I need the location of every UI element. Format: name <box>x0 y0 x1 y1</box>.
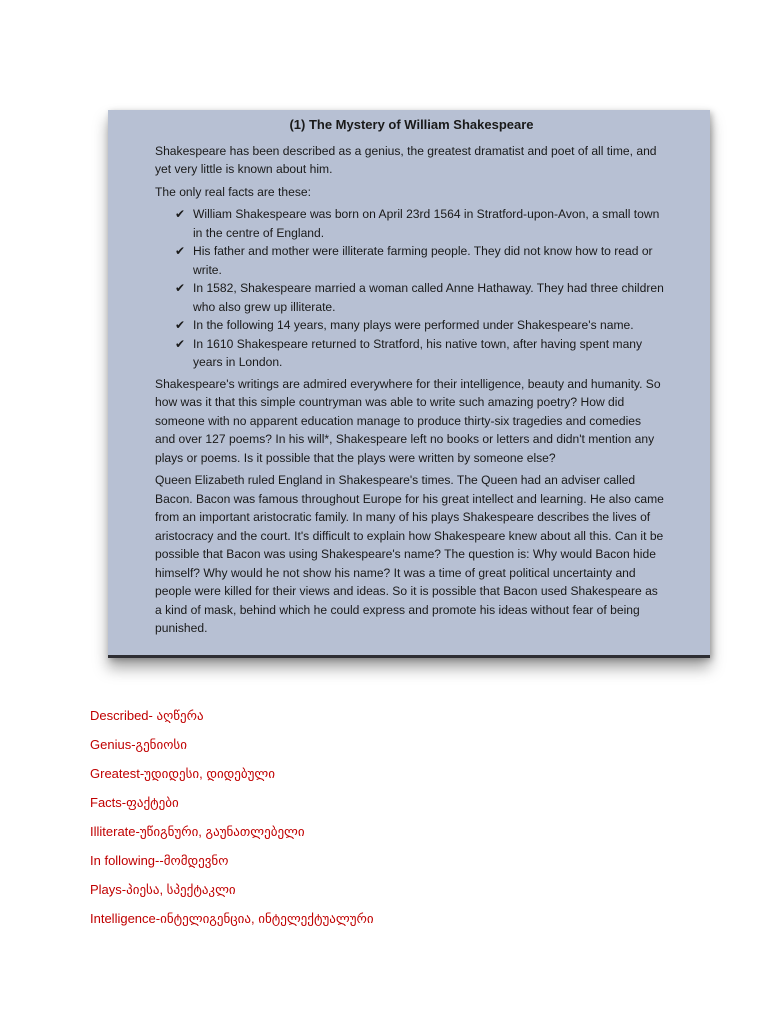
check-mark-icon: ✔ <box>175 244 186 258</box>
vocab-item-intelligence: Intelligence-ინტელიგენცია, ინტელექტუალური <box>90 911 374 926</box>
list-item <box>175 242 664 279</box>
list-item <box>175 316 664 335</box>
list-item <box>175 279 664 316</box>
scanned-text-image <box>108 110 710 658</box>
paragraph-2: Shakespeare's writings are admired everywhere for their intelligence, beauty and humanity. So how was it that this simple countryman was able to write such amazing poetry? How did someone with no apparent education manage to produce thirty-six tragedies and comedies and over 127 poems? In his will*, Shakespeare left no books or letters and didn't mention any plays or poems. Is it possible that the plays were written by someone else? <box>155 376 661 465</box>
check-mark-icon: ✔ <box>175 336 186 351</box>
fact-text: His father and mother were illiterate farming people. They did not know how to read or write. <box>193 244 653 277</box>
facts-list <box>155 205 664 372</box>
vocab-item-plays: Plays-პიესა, სპექტაკლი <box>90 882 236 897</box>
vocabulary-list <box>90 706 374 938</box>
vocab-item-in-following: In following--მომდევნო <box>90 853 229 868</box>
check-mark-icon: ✔ <box>175 318 186 332</box>
vocab-item-illiterate: Illiterate-უწიგნური, გაუნათლებელი <box>90 824 305 839</box>
check-mark-icon: ✔ <box>175 207 186 221</box>
list-item <box>175 335 664 372</box>
check-mark-icon: ✔ <box>175 281 186 295</box>
fact-text: In the following 14 years, many plays were performed under Shakespeare's name. <box>193 318 634 332</box>
vocab-item-genius: Genius-გენიოსი <box>90 737 187 752</box>
vocab-item-greatest: Greatest-უდიდესი, დიდებული <box>90 766 275 781</box>
vocab-item-facts: Facts-ფაქტები <box>90 795 179 810</box>
fact-text: In 1610 Shakespeare returned to Stratford, his native town, after having spent many years in London. <box>193 336 643 369</box>
list-item <box>175 205 664 242</box>
facts-intro: The only real facts are these: <box>155 184 311 199</box>
fact-text: William Shakespeare was born on April 23rd 1564 in Stratford-upon-Avon, a small town in the centre of England. <box>193 207 660 240</box>
paragraph-3: Queen Elizabeth ruled England in Shakespeare's times. The Queen had an adviser called Bacon. Bacon was famous throughout Europe for his great intellect and learning. He also came from an important aristocratic family. In many of his plays Shakespeare describes the lives of aristocracy and the court. It's difficult to explain how Shakespeare knew about all this. Can it be possible that Bacon was using Shakespeare's name? The question is: Why would Bacon hide himself? Why would he not show his name? It was a time of great political uncertainty and people were killed for their views and ideas. So it is possible that Bacon used Shakespeare as a kind of mask, behind which he could express and promote his ideas without fear of being punished. <box>155 473 664 635</box>
document-title: (1) The Mystery of William Shakespeare <box>289 117 534 132</box>
intro-paragraph: Shakespeare has been described as a genius, the greatest dramatist and poet of all time, and yet very little is known about him. <box>155 143 657 176</box>
fact-text: In 1582, Shakespeare married a woman called Anne Hathaway. They had three children who also grew up illiterate. <box>193 281 664 314</box>
vocab-item-described: Described- აღწერა <box>90 708 204 723</box>
